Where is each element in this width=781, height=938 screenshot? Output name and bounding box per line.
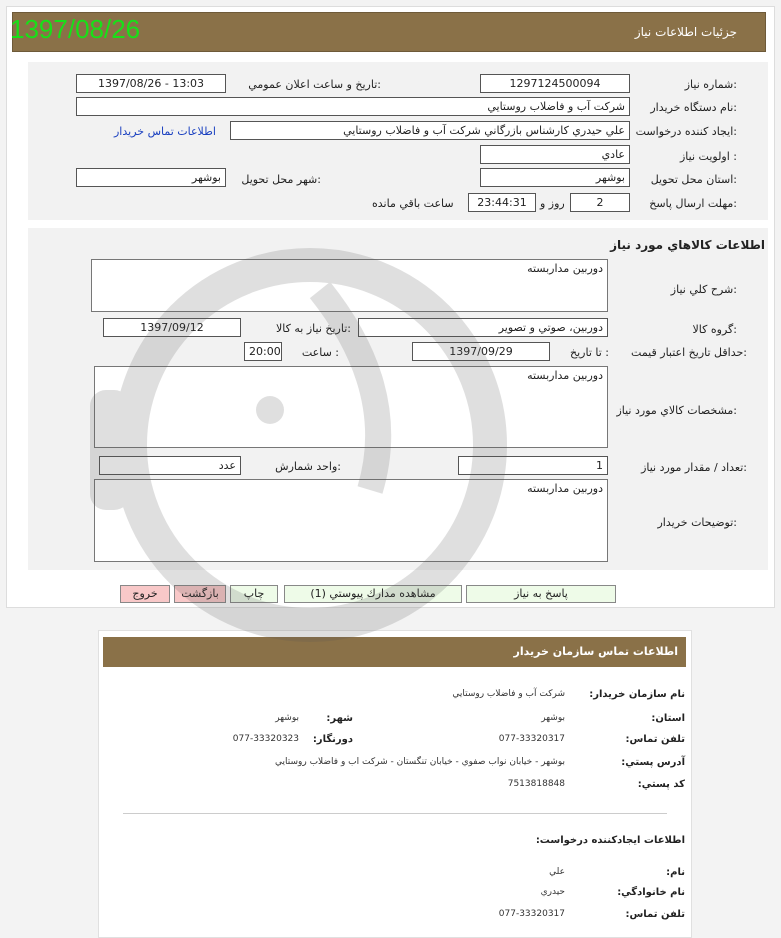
contact-address-value: بوشهر - خيابان نواب صفوي - خيابان تنگستان - شركت اب و فاضلاب روستايي (275, 757, 565, 767)
attachments-button[interactable]: مشاهده مدارك پيوستي (1) (284, 585, 462, 603)
notes-label: توضيحات خريدار: (657, 516, 737, 529)
print-button[interactable]: چاپ (230, 585, 278, 603)
contact-divider (123, 813, 667, 814)
validity-label: حداقل تاريخ اعتبار قيمت: (631, 346, 747, 359)
unit-label: واحد شمارش: (275, 460, 341, 473)
contact-province-value: بوشهر (541, 713, 565, 723)
creator-label: ايجاد كننده درخواست: (635, 125, 737, 138)
announce-field: 1397/08/26 - 13:03 (76, 74, 226, 93)
unit-field: عدد (99, 456, 241, 475)
back-button[interactable]: بازگشت (174, 585, 226, 603)
time-field: 23:44:31 (468, 193, 536, 212)
creator-phone-value: 077-33320317 (498, 909, 565, 919)
deadline-label: مهلت ارسال پاسخ: (649, 197, 737, 210)
priority-field: عادي (480, 145, 630, 164)
reply-button[interactable]: پاسخ به نياز (466, 585, 616, 603)
city-field: بوشهر (76, 168, 226, 187)
exit-button[interactable]: خروج (120, 585, 170, 603)
buyer-org-label: نام دستگاه خريدار: (650, 101, 737, 114)
days-unit: روز و (540, 197, 565, 210)
creator-phone-label: تلفن تماس: (625, 909, 685, 920)
creator-info-title: اطلاعات ايجادكننده درخواست: (535, 835, 685, 846)
contact-card-header (103, 637, 686, 667)
contact-fax-value: 077-33320323 (232, 734, 299, 744)
contact-address-label: آدرس پستي: (621, 757, 685, 768)
desc-field: دوربين مداربسته (91, 259, 608, 312)
need-date-label: تاريخ نياز به كالا: (276, 322, 351, 335)
buyer-org-field: شركت آب و فاضلاب روستايي (76, 97, 630, 116)
desc-label: شرح كلي نياز: (670, 283, 737, 296)
need-date-field: 1397/09/12 (103, 318, 241, 337)
contact-postal-value: 7513818848 (507, 779, 565, 789)
goods-section-title: اطلاعات كالاهاي مورد نياز (610, 238, 765, 252)
contact-fax-label: دورنگار: (312, 734, 353, 745)
creator-name-value: علي (549, 867, 565, 877)
group-label: گروه كالا: (692, 323, 737, 336)
contact-province-label: استان: (651, 713, 685, 724)
hour-field: 20:00 (244, 342, 282, 361)
contact-postal-label: كد پستي: (637, 779, 685, 790)
creator-family-value: حيدري (540, 887, 565, 897)
province-label: استان محل تحويل: (650, 173, 737, 186)
creator-family-label: نام خانوادگي: (617, 887, 685, 898)
need-number-field: 1297124500094 (480, 74, 630, 93)
contact-city-label: شهر: (326, 713, 353, 724)
to-date-field: 1397/09/29 (412, 342, 550, 361)
to-date-label: تا تاريخ : (570, 346, 609, 359)
priority-label: اولويت نياز : (679, 150, 737, 163)
specs-label: مشخصات كالاي مورد نياز: (616, 404, 737, 417)
contact-buyer-link[interactable]: اطلاعات تماس خريدار (114, 125, 216, 138)
group-field: دوربين، صوتي و تصوير (358, 318, 608, 337)
province-field: بوشهر (480, 168, 630, 187)
city-label: شهر محل تحويل: (241, 173, 321, 186)
creator-field: علي حيدري كارشناس بازرگاني شركت آب و فاضلاب روستايي (230, 121, 630, 140)
qty-label: تعداد / مقدار مورد نياز: (641, 461, 747, 474)
contact-city-value: بوشهر (275, 713, 299, 723)
need-number-label: شماره نياز: (684, 78, 737, 91)
contact-card-title: اطلاعات تماس سازمان خريدار (513, 645, 678, 658)
page-title: جزئيات اطلاعات نياز (634, 25, 737, 39)
notes-field: دوربين مداربسته (94, 479, 608, 562)
hour-label: ساعت : (301, 346, 339, 359)
qty-field: 1 (458, 456, 608, 475)
creator-name-label: نام: (666, 867, 685, 878)
days-field: 2 (570, 193, 630, 212)
contact-card (98, 630, 692, 938)
contact-phone-label: تلفن تماس: (625, 734, 685, 745)
time-unit: ساعت باقي مانده (372, 197, 454, 210)
contact-phone-value: 077-33320317 (498, 734, 565, 744)
contact-org-label: نام سازمان خريدار: (589, 689, 685, 700)
specs-field: دوربين مداربسته (94, 366, 608, 448)
announce-label: تاريخ و ساعت اعلان عمومي: (248, 78, 381, 91)
date-stamp: 1397/08/26 (10, 14, 141, 44)
contact-org-value: شركت آب و فاضلاب روستايي (452, 689, 565, 699)
